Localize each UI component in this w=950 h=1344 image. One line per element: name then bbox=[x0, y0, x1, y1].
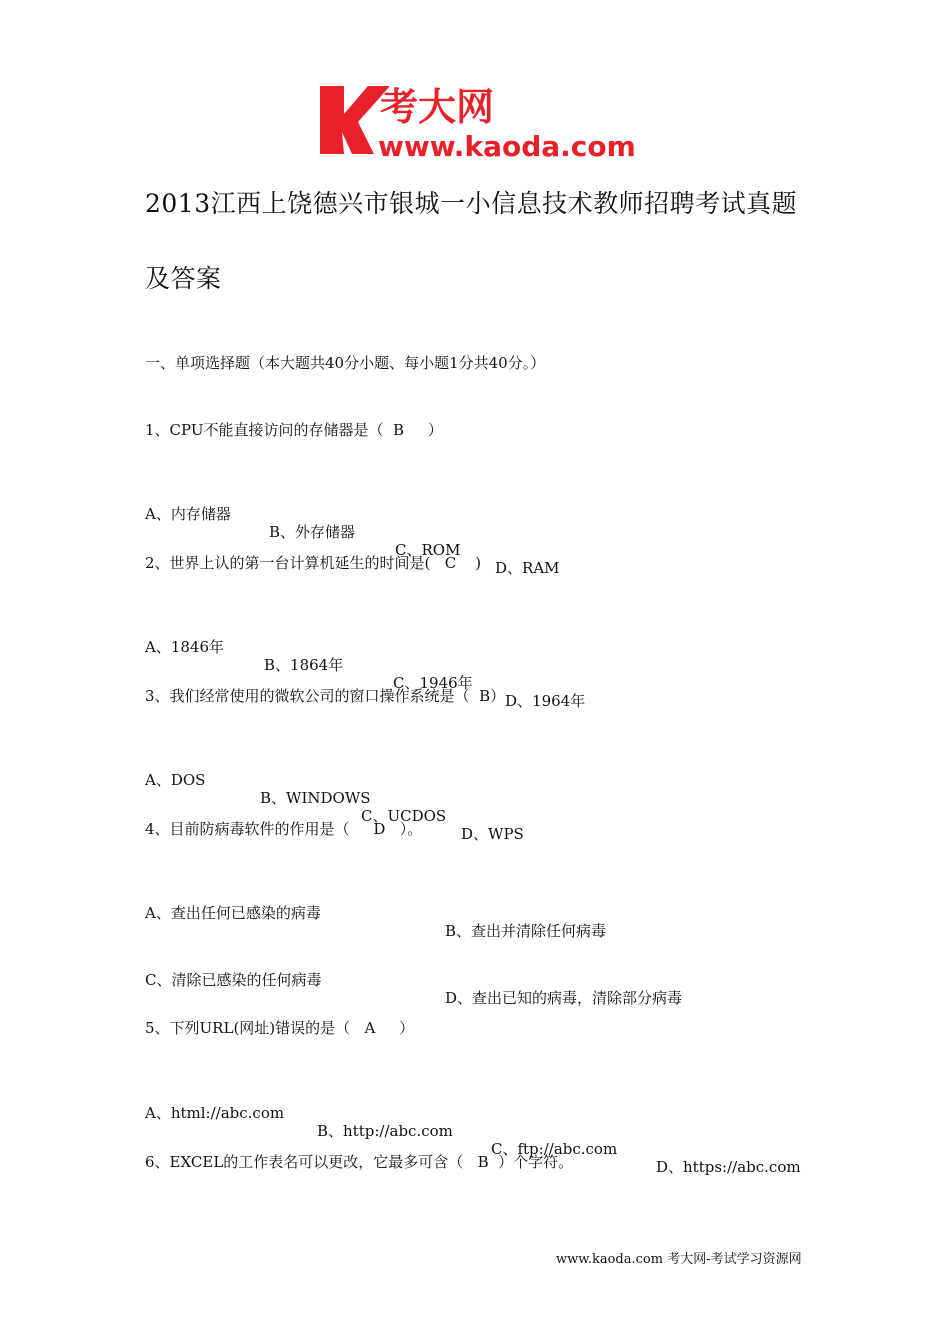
option: A、DOS bbox=[145, 771, 206, 789]
option: C、1946年 bbox=[393, 674, 473, 692]
logo-brand-url: www.kaoda.com bbox=[378, 130, 636, 160]
option: D、1964年 bbox=[505, 692, 586, 710]
question-1: 1、CPU不能直接访问的存储器是（ B ） bbox=[145, 421, 443, 439]
question-5: 5、下列URL(网址)错误的是（ A ） bbox=[145, 1019, 415, 1037]
question-3: 3、我们经常使用的微软公司的窗口操作系统是（ B） bbox=[145, 687, 506, 705]
option: B、http://abc.com bbox=[317, 1122, 453, 1140]
logo-brand-cn: 考大网 bbox=[380, 85, 495, 129]
option: D、WPS bbox=[461, 825, 524, 843]
option: C、UCDOS bbox=[361, 807, 447, 825]
option: D、查出已知的病毒，清除部分病毒 bbox=[445, 989, 683, 1007]
option: A、内存储器 bbox=[145, 505, 231, 523]
option: B、1864年 bbox=[264, 656, 344, 674]
kaoda-logo bbox=[318, 84, 638, 160]
option: D、https://abc.com bbox=[656, 1158, 801, 1176]
option: B、查出并清除任何病毒 bbox=[445, 922, 607, 940]
page-footer: www.kaoda.com 考大网-考试学习资源网 bbox=[556, 1252, 802, 1267]
option: A、html://abc.com bbox=[145, 1104, 285, 1122]
option: B、外存储器 bbox=[269, 523, 356, 541]
question-4: 4、目前防病毒软件的作用是（ D ）。 bbox=[145, 820, 423, 838]
option: C、清除已感染的任何病毒 bbox=[145, 971, 322, 989]
question-2: 2、世界上认的第一台计算机延生的时间是( C ) bbox=[145, 554, 482, 572]
option: D、RAM bbox=[495, 559, 560, 577]
document-title-line1: 2013江西上饶德兴市银城一小信息技术教师招聘考试真题 bbox=[145, 189, 798, 218]
option: A、1846年 bbox=[145, 638, 225, 656]
option: B、WINDOWS bbox=[260, 789, 371, 807]
option: C、ftp://abc.com bbox=[491, 1140, 618, 1158]
section-heading: 一、单项选择题（本大题共40分小题、每小题1分共40分。） bbox=[145, 354, 546, 372]
question-4-options-ab bbox=[145, 884, 607, 940]
question-6: 6、EXCEL的工作表名可以更改，它最多可含（ B ）个字符。 bbox=[145, 1153, 574, 1171]
option: A、查出任何已感染的病毒 bbox=[145, 904, 321, 922]
option: C、ROM bbox=[395, 541, 461, 559]
question-4-options-cd bbox=[145, 951, 683, 1007]
document-title-line2: 及答案 bbox=[145, 264, 222, 293]
